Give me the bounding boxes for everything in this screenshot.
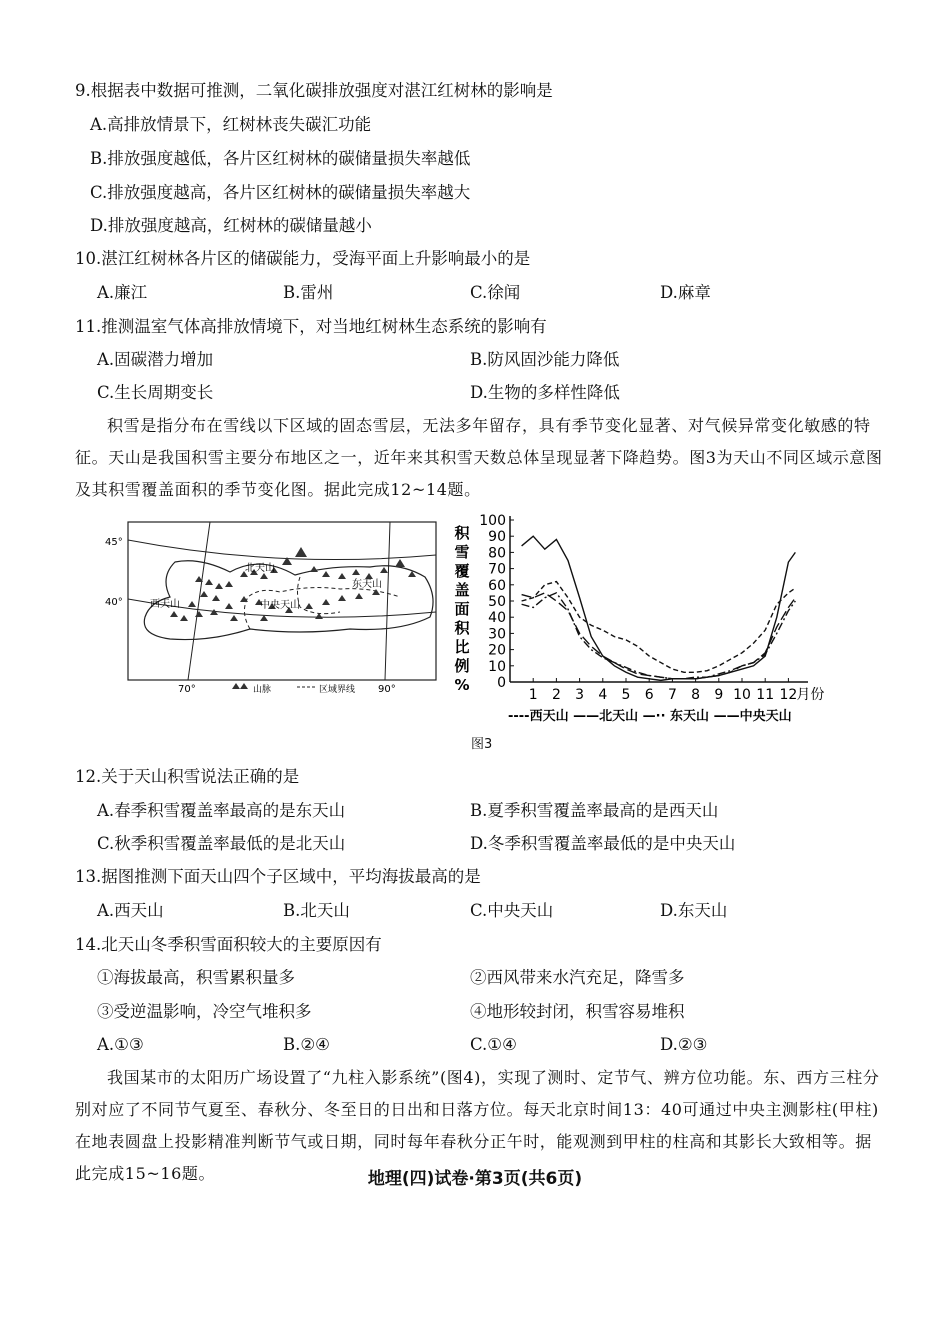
series-line-北天山 <box>522 536 796 680</box>
q14-stem: 14.北天山冬季积雪面积较大的主要原因有 <box>75 935 382 954</box>
region-label-east: 东天山 <box>352 579 382 590</box>
x-tick-label: 9 <box>714 687 724 703</box>
legend-boundary-label: 区域界线 <box>319 685 356 695</box>
q13-option-b: B.北天山 <box>283 901 350 920</box>
y-tick-label: 0 <box>497 675 506 691</box>
y-tick-label: 80 <box>488 545 506 562</box>
x-tick-label: 8 <box>691 687 701 703</box>
x-tick-label: 1 <box>528 687 538 703</box>
y-tick-label: 70 <box>488 561 506 578</box>
y-axis-label-char: 例 <box>454 657 470 675</box>
q9-option-b: B.排放强度越低，各片区红树林的碳储量损失率越低 <box>90 149 471 168</box>
region-label-west: 西天山 <box>150 599 180 610</box>
q11-option-d: D.生物的多样性降低 <box>470 383 620 402</box>
figure-caption: 图3 <box>471 737 493 752</box>
q13-option-c: C.中央天山 <box>470 901 554 920</box>
y-tick-label: 100 <box>479 513 506 529</box>
q13-option-a: A.西天山 <box>97 901 164 920</box>
y-tick-label: 10 <box>488 658 506 675</box>
page-footer: 地理(四)试卷·第3页(共6页) <box>367 1169 583 1189</box>
chart-legend: ----西天山 ——北天山 —·· 东天山 ——中央天山 <box>508 709 792 724</box>
x-tick-label: 12 <box>779 687 798 703</box>
lat-45-label: 45° <box>105 537 123 548</box>
q10-option-b: B.雷州 <box>283 283 334 302</box>
q12-stem: 12.关于天山积雪说法正确的是 <box>75 767 300 786</box>
y-tick-label: 50 <box>488 594 506 610</box>
x-tick-label: 7 <box>667 687 677 703</box>
y-tick-label: 90 <box>488 529 506 546</box>
q14-option-a: A.①③ <box>97 1035 144 1054</box>
x-tick-label: 2 <box>551 687 561 703</box>
q9-option-a: A.高排放情景下，红树林丧失碳汇功能 <box>90 115 372 134</box>
x-axis-unit-label: 月份 <box>796 687 825 703</box>
y-axis-label-char: 面 <box>454 600 470 618</box>
x-tick-label: 6 <box>644 687 654 703</box>
q10-stem: 10.湛江红树林各片区的储碳能力，受海平面上升影响最小的是 <box>75 249 531 268</box>
y-tick-label: 20 <box>488 642 506 659</box>
q14-statement-1: ①海拔最高，积雪累积量多 <box>97 968 295 987</box>
q14-statement-4: ④地形较封闭，积雪容易堆积 <box>470 1002 685 1021</box>
q9-option-c: C.排放强度越高，各片区红树林的碳储量损失率越大 <box>90 183 471 202</box>
y-axis-label-char: 雪 <box>454 543 470 561</box>
q12-option-a: A.春季积雪覆盖率最高的是东天山 <box>97 801 346 820</box>
q14-option-b: B.②④ <box>283 1035 330 1054</box>
y-tick-label: 60 <box>488 577 506 594</box>
lon-70-label: 70° <box>178 684 196 695</box>
x-tick-label: 11 <box>756 687 775 703</box>
y-axis-label-char: 盖 <box>454 581 470 599</box>
region-label-central: 中央天山 <box>260 600 300 611</box>
q14-option-d: D.②③ <box>660 1035 708 1054</box>
x-tick-label: 4 <box>598 687 608 703</box>
q12-option-b: B.夏季积雪覆盖率最高的是西天山 <box>470 801 719 820</box>
legend-mountain-label: 山脉 <box>253 685 272 695</box>
q10-option-c: C.徐闻 <box>470 283 521 302</box>
q14-option-c: C.①④ <box>470 1035 517 1054</box>
q11-stem: 11.推测温室气体高排放情境下，对当地红树林生态系统的影响有 <box>75 317 547 336</box>
q12-option-c: C.秋季积雪覆盖率最低的是北天山 <box>97 834 346 853</box>
q12-option-d: D.冬季积雪覆盖率最低的是中央天山 <box>470 834 736 853</box>
y-axis-label-char: 比 <box>454 638 470 656</box>
q9-option-d: D.排放强度越高，红树林的碳储量越小 <box>90 216 372 235</box>
q10-option-d: D.麻章 <box>660 283 711 302</box>
x-tick-label: 10 <box>733 687 751 703</box>
y-axis-label-char: 积 <box>454 619 470 637</box>
q10-option-a: A.廉江 <box>97 283 148 302</box>
q13-stem: 13.据图推测下面天山四个子区域中，平均海拔最高的是 <box>75 867 481 886</box>
q11-option-c: C.生长周期变长 <box>97 383 214 402</box>
lat-40-label: 40° <box>105 597 123 608</box>
q11-option-b: B.防风固沙能力降低 <box>470 350 620 369</box>
y-tick-label: 40 <box>488 610 506 627</box>
series-line-西天山 <box>522 582 796 673</box>
region-label-north: 北天山 <box>245 563 275 574</box>
y-axis-label-char: 覆 <box>454 562 470 580</box>
x-tick-label: 3 <box>575 687 585 703</box>
x-tick-label: 5 <box>621 687 631 703</box>
lon-90-label: 90° <box>378 684 396 695</box>
snow-cover-chart <box>448 510 848 732</box>
y-tick-label: 30 <box>488 626 506 643</box>
y-axis-label-char: 积 <box>454 524 470 542</box>
q9-stem: 9.根据表中数据可推测，二氧化碳排放强度对湛江红树林的影响是 <box>75 81 553 100</box>
q13-option-d: D.东天山 <box>660 901 728 920</box>
q14-statement-3: ③受逆温影响，冷空气堆积多 <box>97 1002 312 1021</box>
passage-sundial: 我国某市的太阳历广场设置了“九柱入影系统”(图4)，实现了测时、定节气、辨方位功能。东、西方三柱分别对应了不同节气夏至、春秋分、冬至日的日出和日落方位。每天北京时间13：40可通过中央主测影柱(甲柱)在地表圆盘上投影精准判断节气或日期，同时每年春秋分正午时，能观测到甲柱的柱高和其影长大致相等。据此完成15~16题。 <box>75 1068 880 1183</box>
passage-snow: 积雪是指分布在雪线以下区域的固态雪层，无法多年留存，具有季节变化显著、对气候异常变化敏感的特征。天山是我国积雪主要分布地区之一，近年来其积雪天数总体呈现显著下降趋势。图3为天山不同区域示意图及其积雪覆盖面积的季节变化图。据此完成12~14题。 <box>75 416 883 499</box>
y-axis-label-char: % <box>454 676 470 694</box>
q11-option-a: A.固碳潜力增加 <box>97 350 214 369</box>
tianshan-map <box>100 517 445 697</box>
legend-mountain-icon <box>232 683 248 689</box>
y-axis-label <box>454 524 470 694</box>
q14-statement-2: ②西风带来水汽充足，降雪多 <box>470 968 685 987</box>
